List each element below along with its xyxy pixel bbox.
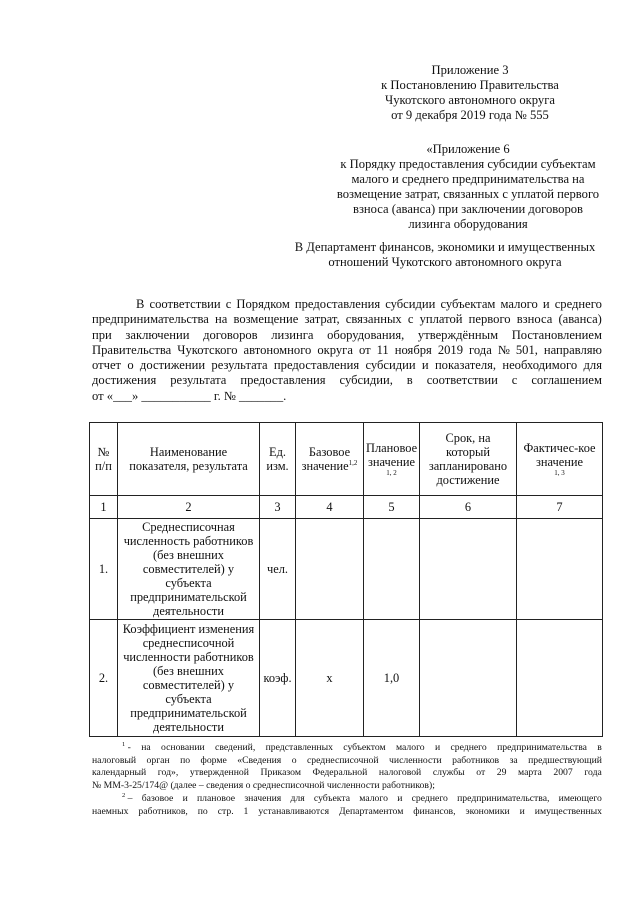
cell-fact	[517, 620, 603, 737]
header-unit: Ед. изм.	[260, 423, 296, 496]
word: значения	[244, 793, 282, 804]
text-line	[92, 373, 602, 388]
word: и	[542, 297, 550, 311]
header-base	[296, 423, 364, 496]
word: 501,	[515, 342, 538, 357]
word: с	[225, 297, 232, 311]
word: предоставления	[273, 358, 360, 373]
word: лизинга	[271, 327, 314, 342]
column-number: 2	[118, 496, 260, 519]
text-line	[92, 780, 602, 793]
column-number: 4	[296, 496, 364, 519]
text-line	[92, 389, 602, 404]
word: марта	[518, 767, 542, 779]
word: в	[406, 373, 413, 388]
indicators-table	[89, 422, 603, 737]
word: малого	[395, 742, 425, 753]
header-term: Срок, на который запланировано достижение	[420, 423, 517, 496]
word: налоговый	[92, 754, 137, 766]
word: затрат,	[304, 312, 340, 327]
word: стр.	[217, 805, 234, 817]
text-line	[92, 767, 602, 780]
word: календарный	[92, 767, 147, 779]
word: соответствии	[426, 373, 498, 388]
word: показателя,	[434, 358, 497, 373]
word: 2007	[553, 767, 573, 779]
word: субъектом	[343, 742, 386, 753]
header-num: № п/п	[90, 423, 118, 496]
text-line	[92, 742, 602, 755]
word: 11	[376, 342, 389, 357]
word: достижения	[92, 373, 157, 388]
word: года	[584, 767, 602, 779]
word: направляю	[543, 342, 602, 357]
word: субсидии	[385, 297, 436, 311]
word: Правительства	[92, 342, 172, 357]
column-number: 3	[260, 496, 296, 519]
table-row	[90, 519, 603, 620]
word: Постановлением	[511, 327, 602, 342]
word: год»,	[157, 767, 179, 779]
appendix-6-header	[318, 142, 618, 232]
word: и	[434, 742, 441, 753]
word: предпринимательства,	[457, 793, 550, 804]
word: представленных	[265, 742, 333, 753]
word: устанавливаются	[258, 805, 330, 817]
word: по	[180, 754, 191, 766]
text-line	[92, 755, 602, 768]
word: В	[136, 297, 145, 311]
word: заключении	[125, 327, 190, 342]
word: автономного	[243, 342, 312, 357]
word: соответствии	[149, 297, 221, 311]
word: и	[421, 358, 429, 373]
word: по	[197, 805, 208, 817]
word: сведений,	[215, 742, 256, 753]
word: субсидии	[365, 358, 416, 373]
word: субъекта	[313, 793, 351, 804]
word: 2019	[437, 342, 464, 357]
header-name: Наименование показателя, результата	[118, 423, 260, 496]
header-plan	[364, 423, 420, 496]
word: предшествующий	[528, 754, 602, 766]
text-line	[92, 793, 602, 806]
text-line	[92, 297, 602, 312]
column-number: 6	[420, 496, 517, 519]
header-base-footnote: 1,2	[348, 458, 358, 467]
word: среднего	[411, 793, 448, 804]
word: на	[141, 742, 151, 753]
column-number-row	[90, 496, 603, 519]
appendix-6-line: лизинга оборудования	[408, 217, 528, 231]
word: возмещение	[233, 312, 299, 327]
word: Приказом	[260, 767, 301, 779]
cell-base: х	[296, 620, 364, 737]
appendix-3-line: от 9 декабря 2019 года № 555	[391, 108, 549, 122]
word: 1	[243, 805, 249, 817]
header-plan-footnote: 1, 2	[386, 469, 397, 477]
word: утвержденной	[189, 767, 249, 779]
word: и	[397, 793, 403, 804]
word: службы	[432, 767, 465, 779]
appendix-6-line: малого и среднего предпринимательства на	[351, 172, 585, 186]
word: о	[127, 358, 134, 373]
word: $^2$ –	[122, 791, 133, 804]
word: финансов,	[413, 805, 456, 817]
word: договоров	[203, 327, 258, 342]
table-header-row	[90, 423, 603, 496]
word: утверждённым	[417, 327, 499, 342]
word: округа	[317, 342, 353, 357]
appendix-6-line: «Приложение 6	[426, 142, 510, 156]
word: первого	[468, 312, 511, 327]
word: субъектам	[440, 297, 496, 311]
word: работников	[452, 754, 500, 766]
word: от «___» ___________ г. № _______.	[92, 388, 287, 403]
word: малого	[359, 793, 388, 804]
cell-term	[420, 620, 517, 737]
word: и	[182, 793, 188, 804]
footnote-mark: 2	[122, 791, 126, 799]
word: форме	[200, 754, 227, 766]
appendix-3-line: к Постановлению Правительства	[381, 78, 559, 92]
word: среднесписочной	[306, 754, 379, 766]
footnote-mark: 1	[122, 740, 126, 748]
word: наемных	[92, 805, 129, 817]
table-row	[90, 620, 603, 737]
intro-paragraph	[92, 297, 602, 404]
cell-name: Среднесписочная численность работников (без внешних совместителей) у субъекта предпринимательской деятельности	[118, 519, 260, 620]
word: плановое	[196, 793, 236, 804]
word: субсидии,	[339, 373, 393, 388]
word: при	[92, 327, 112, 342]
word: орган	[146, 754, 170, 766]
word: отчет	[92, 358, 122, 373]
word: оборудования,	[327, 327, 405, 342]
word: для	[290, 793, 305, 804]
word: с	[407, 312, 414, 327]
word: экономики	[465, 805, 510, 817]
text-line	[92, 312, 602, 327]
word: за	[509, 754, 518, 766]
addressee-line: отношений Чукотского автономного округа	[328, 255, 562, 269]
cell-num: 2.	[90, 620, 118, 737]
header-base-label: Базовое значение	[301, 445, 351, 473]
appendix-3-header	[335, 63, 605, 123]
column-number: 7	[517, 496, 603, 519]
word: Федеральной	[312, 767, 368, 779]
footnote-2	[92, 793, 602, 818]
cell-base	[296, 519, 364, 620]
word: результата	[170, 373, 227, 388]
appendix-6-line: возмещение затрат, связанных с уплатой первого	[336, 187, 600, 201]
word: от	[476, 767, 486, 779]
appendix-3-line: Приложение 3	[431, 63, 509, 77]
column-number: 5	[364, 496, 420, 519]
text-line	[92, 328, 602, 343]
header-fact-label: Фактичес-кое значение	[523, 441, 596, 469]
appendix-6-line: взноса (аванса) при заключении договоров	[353, 202, 583, 216]
word: соглашением	[531, 373, 602, 388]
cell-unit: коэф.	[260, 620, 296, 737]
word: предпринимательства	[497, 742, 587, 753]
word: среднего	[450, 742, 487, 753]
word: с	[511, 373, 518, 388]
word: № ММ-3-25/174@ (далее – сведения о среднесписочной численности работников);	[92, 779, 435, 791]
text-line	[92, 358, 602, 373]
addressee-block	[275, 240, 615, 270]
cell-plan	[364, 519, 420, 620]
addressee-line: В Департамент финансов, экономики и имущественных	[294, 240, 596, 254]
word: основании	[161, 742, 205, 753]
word: Департаментом	[338, 805, 404, 817]
cell-fact	[517, 519, 603, 620]
word: 29	[496, 767, 507, 779]
word: от	[358, 342, 371, 357]
cell-term	[420, 519, 517, 620]
word: для	[583, 358, 602, 373]
word: взноса	[516, 312, 553, 327]
cell-plan: 1,0	[364, 620, 420, 737]
cell-unit: чел.	[260, 519, 296, 620]
word: связанных	[345, 312, 402, 327]
word: налоговой	[378, 767, 422, 779]
appendix-6-line: к Порядку предоставления субсидии субъектам	[340, 157, 596, 171]
cell-name: Коэффициент изменения среднесписочной численности работников (без внешних совместителей) у субъекта предпринимательской деятельности	[118, 620, 260, 737]
word: уплатой	[419, 312, 463, 327]
word: необходимого	[502, 358, 578, 373]
word: (аванса)	[558, 312, 602, 327]
word: базовое	[141, 793, 174, 804]
word: $^1$ -	[122, 740, 131, 753]
footnote-1	[92, 742, 602, 792]
word: года	[469, 342, 492, 357]
word: достижении	[139, 358, 206, 373]
word: в	[597, 742, 602, 753]
column-number: 1	[90, 496, 118, 519]
word: Чукотского	[177, 342, 238, 357]
word: «Сведения	[237, 754, 282, 766]
text-line	[92, 806, 602, 819]
word: на	[214, 312, 228, 327]
word: среднего	[554, 297, 602, 311]
header-plan-label: Плановое значение	[366, 441, 418, 469]
header-fact	[517, 423, 603, 496]
word: предоставления	[294, 297, 381, 311]
cell-num: 1.	[90, 519, 118, 620]
word: имеющего	[558, 793, 602, 804]
appendix-3-line: Чукотского автономного округа	[385, 93, 555, 107]
word: о	[291, 754, 297, 766]
word: работников,	[138, 805, 188, 817]
word: предпринимательства	[92, 312, 209, 327]
word: предоставления	[240, 373, 326, 388]
word: малого	[500, 297, 538, 311]
word: ноября	[394, 342, 432, 357]
word: численности	[389, 754, 442, 766]
header-fact-footnote: 1, 3	[554, 469, 565, 477]
word: №	[497, 342, 510, 357]
word: имущественных	[534, 805, 602, 817]
word: Порядком	[236, 297, 290, 311]
word: результата	[211, 358, 268, 373]
text-line	[92, 343, 602, 358]
word: и	[519, 805, 525, 817]
